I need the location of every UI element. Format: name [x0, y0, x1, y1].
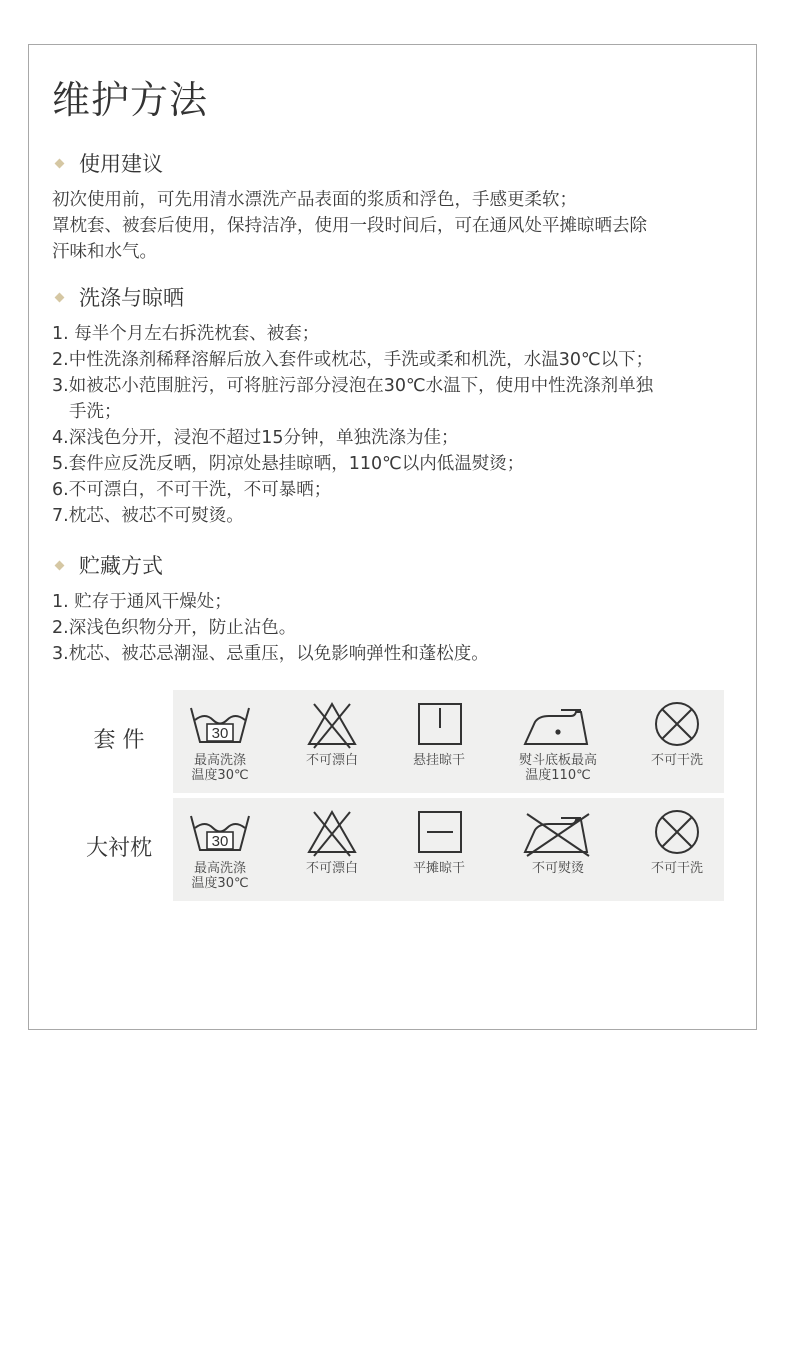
no-iron-icon — [503, 798, 613, 901]
paragraph: 初次使用前，可先用清水漂洗产品表面的浆质和浮色，手感更柔软； — [52, 190, 577, 210]
care-row-pillow — [29, 798, 756, 901]
no-dry-clean-icon — [622, 690, 732, 793]
section-storage — [52, 551, 742, 667]
list-item: 1. 贮存于通风干燥处； — [52, 592, 232, 612]
section-title: 使用建议 — [79, 152, 163, 176]
caption: 不可漂白 — [305, 861, 358, 876]
caption: 熨斗底板最高 — [518, 753, 597, 768]
section-title: 洗涤与晾晒 — [79, 286, 184, 310]
diamond-bullet-icon — [55, 561, 65, 571]
caption: 温度30℃ — [191, 876, 249, 891]
svg-text:30: 30 — [211, 725, 229, 742]
section-washing — [52, 283, 742, 529]
wash-30-icon — [165, 798, 275, 901]
caption: 平摊晾干 — [412, 861, 465, 876]
caption: 不可干洗 — [650, 753, 703, 768]
diamond-bullet-icon — [55, 159, 65, 169]
list-item: 手洗； — [69, 402, 122, 422]
list-item: 2.中性洗涤剂稀释溶解后放入套件或枕芯，手洗或柔和机洗，水温30℃以下； — [52, 350, 654, 370]
flat-dry-icon — [384, 798, 494, 901]
caption: 最高洗涤 — [193, 861, 246, 876]
diamond-bullet-icon — [55, 293, 65, 303]
caption: 不可熨烫 — [531, 861, 584, 876]
caption: 温度30℃ — [191, 768, 249, 783]
list-item: 5.套件应反洗反晒，阴凉处悬挂晾晒，110℃以内低温熨烫； — [52, 454, 525, 474]
paragraph: 汗味和水气。 — [52, 242, 157, 262]
caption: 悬挂晾干 — [412, 753, 465, 768]
list-item: 7.枕芯、被芯不可熨烫。 — [52, 506, 244, 526]
care-row-set — [29, 690, 756, 793]
caption: 不可漂白 — [305, 753, 358, 768]
section-heading — [56, 149, 742, 181]
no-dry-clean-icon — [622, 798, 732, 901]
no-bleach-icon — [277, 798, 387, 901]
page-title: 维护方法 — [52, 78, 209, 122]
section-usage — [52, 149, 742, 265]
hang-dry-icon — [384, 690, 494, 793]
list-item: 3.枕芯、被芯忌潮湿、忌重压，以免影响弹性和蓬松度。 — [52, 644, 489, 664]
paragraph: 罩枕套、被套后使用，保持洁净，使用一段时间后，可在通风处平摊晾晒去除 — [52, 216, 647, 236]
row-label: 大衬枕 — [85, 836, 152, 861]
list-item: 2.深浅色织物分开，防止沾色。 — [52, 618, 297, 638]
no-bleach-icon — [277, 690, 387, 793]
section-heading — [56, 551, 742, 583]
list-item: 4.深浅色分开，浸泡不超过15分钟，单独洗涤为佳； — [52, 428, 459, 448]
iron-110-icon — [503, 690, 613, 793]
section-heading — [56, 283, 742, 315]
wash-30-icon — [165, 690, 275, 793]
list-item: 1. 每半个月左右拆洗枕套、被套； — [52, 324, 320, 344]
care-instructions-card — [28, 44, 757, 1030]
caption: 不可干洗 — [650, 861, 703, 876]
caption: 温度110℃ — [525, 768, 591, 783]
list-item: 6.不可漂白，不可干洗，不可暴晒； — [52, 480, 332, 500]
caption: 最高洗涤 — [193, 753, 246, 768]
svg-text:30: 30 — [211, 833, 229, 850]
section-title: 贮藏方式 — [79, 554, 163, 578]
list-item: 3.如被芯小范围脏污，可将脏污部分浸泡在30℃水温下，使用中性洗涤剂单独 — [52, 376, 654, 396]
row-label: 套 件 — [93, 728, 145, 753]
